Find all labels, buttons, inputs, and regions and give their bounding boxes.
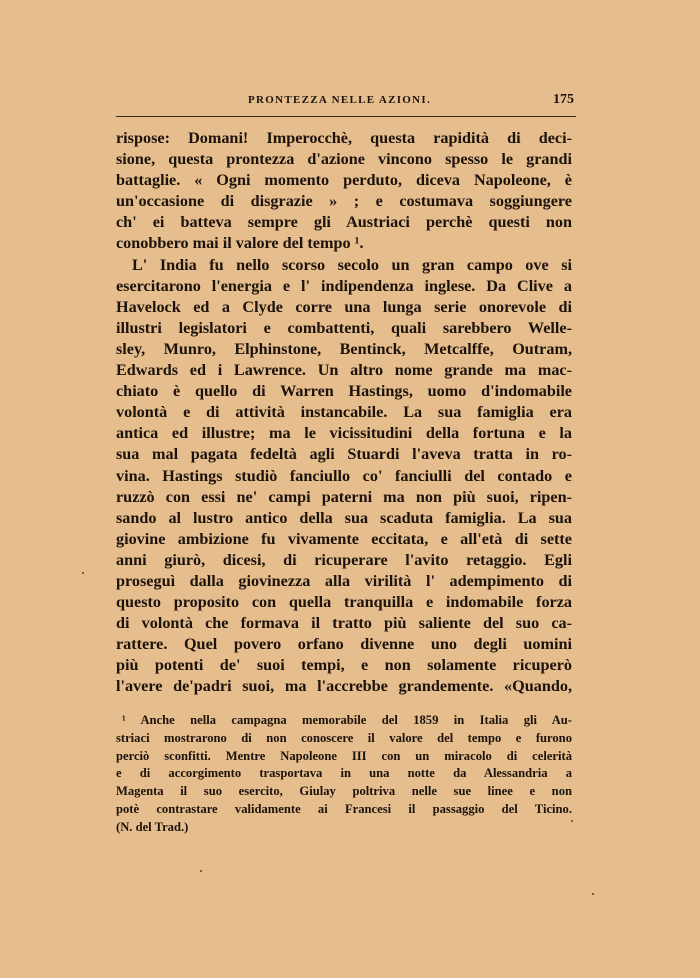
text-line: sua mal pagata fedeltà agli Stuardi l'aveva tratta in ro- [116, 445, 572, 464]
text-line: più potenti de' suoi tempi, e non solamente ricuperò [116, 656, 572, 675]
running-header [116, 90, 576, 117]
text-line: conobbero mai il valore del tempo ¹. [116, 234, 364, 253]
text-line: esercitarono l'energia e l' indipendenza inglese. Da Clive a [116, 276, 572, 295]
text-line: rispose: Domani! Imperocchè, questa rapidità di deci- [116, 129, 572, 147]
paper-speck [82, 572, 84, 574]
text-line: antica ed illustre; ma le vicissitudini della fortuna e la [116, 424, 572, 443]
text-line: l'avere de'padri suoi, ma l'accrebbe grandemente. «Quando, [116, 677, 572, 696]
text-line: di volontà che formava il tratto più saliente del suo ca- [116, 614, 572, 633]
paper-speck [200, 870, 202, 872]
text-line: illustri legislatori e combattenti, quali sarebbero Welle- [116, 318, 572, 337]
main-text [116, 128, 572, 698]
footnote-line: potè contrastare validamente ai Francesi il passaggio del Ticino. [116, 801, 572, 816]
running-title: PRONTEZZA NELLE AZIONI. [248, 94, 432, 106]
text-line: ch' ei batteva sempre gli Austriaci perchè questi non [116, 213, 572, 232]
footnote-line: ¹ Anche nella campagna memorabile del 1859 in Italia gli Au- [122, 713, 572, 727]
footnote-line: Magenta il suo esercito, Giulay poltriva nelle sue linee e non [116, 784, 572, 799]
footnote-line: striaci mostrarono di non conoscere il valore del tempo e furono [116, 730, 572, 745]
text-line: Edwards ed i Lawrence. Un altro nome grande ma mac- [116, 361, 572, 380]
text-line: questo proposito con quella tranquilla e indomabile forza [116, 593, 572, 612]
text-line: chiato è quello di Warren Hastings, uomo d'indomabile [116, 382, 572, 401]
page-number: 175 [553, 92, 574, 107]
text-line: sley, Munro, Elphinstone, Bentinck, Metcalffe, Outram, [116, 339, 572, 358]
text-line: sando al lustro antico della sua scaduta famiglia. La sua [116, 508, 572, 527]
text-line: un'occasione di disgrazie » ; e costumava soggiungere [116, 192, 572, 211]
text-line: proseguì dalla giovinezza alla virilità l' adempimento di [116, 571, 572, 590]
paper-speck [592, 893, 594, 895]
text-line: battaglie. « Ogni momento perduto, diceva Napoleone, è [116, 171, 572, 190]
text-line: volontà e di attività instancabile. La sua famiglia era [116, 403, 572, 422]
text-line: Havelock ed a Clyde corre una lunga serie onorevole di [116, 297, 572, 316]
footnote-line: perciò sconfitti. Mentre Napoleone III con un miracolo di celerità [116, 748, 572, 763]
text-line: anni giurò, dicesi, di ricuperare l'avito retaggio. Egli [116, 550, 572, 569]
footnote [116, 712, 572, 837]
footnote-line: e di accorgimento trasportava in una notte da Alessandria a [116, 766, 572, 781]
text-line: vina. Hastings studiò fanciullo co' fanciulli del contado e [116, 466, 572, 485]
text-line: ruzzò con essi ne' campi paterni ma non più suoi, ripen- [116, 487, 572, 506]
text-line: giovine ambizione fu vivamente eccitata, e all'età di sette [116, 529, 572, 548]
text-line: L' India fu nello scorso secolo un gran campo ove si [132, 255, 572, 274]
text-line: sione, questa prontezza d'azione vincono spesso le grandi [116, 150, 572, 169]
text-line: rattere. Quel povero orfano divenne uno degli uomini [116, 635, 572, 654]
footnote-line: (N. del Trad.) [116, 819, 189, 834]
paper-speck [571, 820, 573, 822]
